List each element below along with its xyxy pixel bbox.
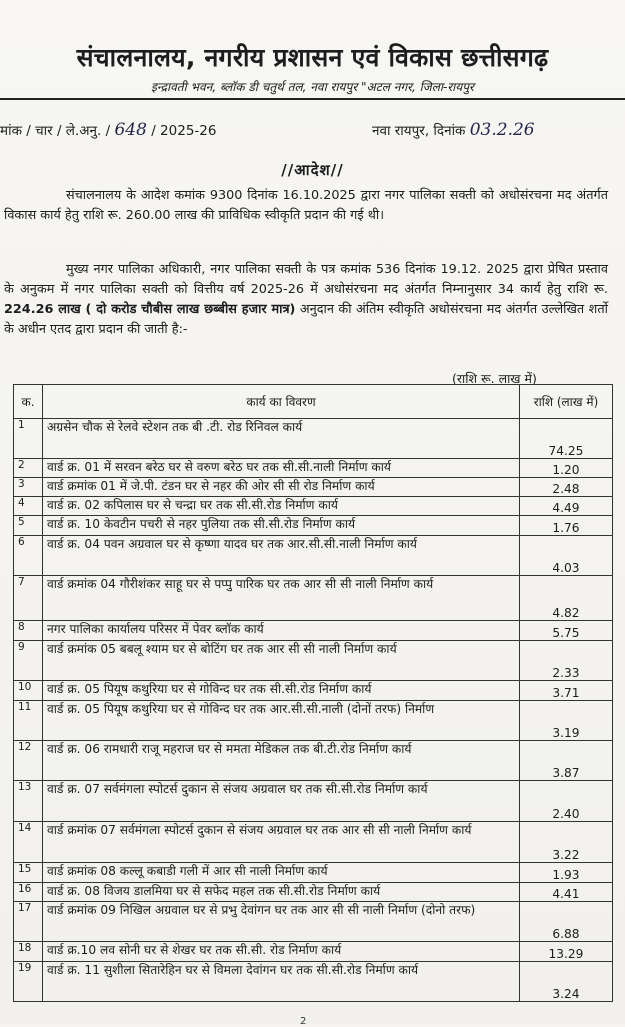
sanction-amount: 224.26 लाख ( दो करोड चौबीस लाख छब्बीस हजार मात्र) bbox=[4, 302, 296, 317]
row-description: वार्ड क्र. 11 सुशीला सितारेहिन घर से विमला देवांगन घर तक सी.सी.रोड निर्माण कार्य bbox=[43, 962, 520, 1002]
row-amount: 13.29 bbox=[520, 942, 613, 962]
row-serial: 15 bbox=[14, 863, 43, 883]
row-serial: 13 bbox=[14, 781, 43, 822]
row-description: वार्ड क्रमांक 07 सर्वमंगला स्पोटर्स दुकान से संजय अग्रवाल घर तक आर सी सी नाली निर्माण कार्य bbox=[43, 822, 520, 863]
row-description: अग्रसेन चौक से रेलवे स्टेशन तक बी .टी. रोड रिनिवल कार्य bbox=[43, 419, 520, 459]
row-serial: 12 bbox=[14, 741, 43, 781]
row-amount: 3.87 bbox=[520, 741, 613, 781]
row-description: वार्ड क्र.10 लव सोनी घर से शेखर घर तक सी.सी. रोड निर्माण कार्य bbox=[43, 942, 520, 962]
row-description: नगर पालिका कार्यालय परिसर में पेवर ब्लॉक कार्य bbox=[43, 621, 520, 641]
row-amount: 1.76 bbox=[520, 516, 613, 536]
office-title: संचालनालय, नगरीय प्रशासन एवं विकास छत्तीसगढ़ bbox=[76, 43, 549, 72]
row-serial: 4 bbox=[14, 497, 43, 516]
table-row bbox=[14, 741, 613, 781]
row-description: वार्ड क्रमांक 04 गौरीशंकर साहू घर से पप्पु पारिक घर तक आर सी सी नाली निर्माण कार्य bbox=[43, 576, 520, 621]
order-heading: //आदेश// bbox=[281, 161, 344, 179]
row-description: वार्ड क्र. 05 पियूष कथुरिया घर से गोविन्द घर तक सी.सी.रोड निर्माण कार्य bbox=[43, 681, 520, 701]
row-description: वार्ड क्र. 05 पियूष कथुरिया घर से गोविन्द घर तक आर.सी.सी.नाली (दोनों तरफ) निर्माण bbox=[43, 701, 520, 741]
paragraph-2-tail: अनुदान की अंतिम स्वीकृति अधोसंरचना मद अंतर्गत उल्लेखित शर्तो के अधीन एतद द्वारा प्रदान की जाती है:- bbox=[4, 302, 608, 337]
row-serial: 8 bbox=[14, 621, 43, 641]
row-serial: 16 bbox=[14, 883, 43, 902]
row-serial: 3 bbox=[14, 478, 43, 497]
row-amount: 1.20 bbox=[520, 459, 613, 478]
row-amount: 4.41 bbox=[520, 883, 613, 902]
row-serial: 2 bbox=[14, 459, 43, 478]
header-divider bbox=[0, 98, 625, 100]
row-description: वार्ड क्र. 08 विजय डालमिया घर से सफेद महल तक सी.सी.रोड निर्माण कार्य bbox=[43, 883, 520, 902]
row-amount: 3.19 bbox=[520, 701, 613, 741]
row-serial: 19 bbox=[14, 962, 43, 1002]
row-amount: 4.03 bbox=[520, 536, 613, 576]
row-description: वार्ड क्रमांक 09 निखिल अग्रवाल घर से प्रभु देवांगन घर तक आर सी सी नाली निर्माण (दोनो तरफ) bbox=[43, 902, 520, 942]
row-amount: 5.75 bbox=[520, 621, 613, 641]
header-description: कार्य का विवरण bbox=[43, 385, 520, 419]
row-serial: 9 bbox=[14, 641, 43, 681]
table-row bbox=[14, 419, 613, 459]
place-date-label: नवा रायपुर, दिनांक bbox=[372, 123, 466, 139]
table-row bbox=[14, 822, 613, 863]
row-serial: 17 bbox=[14, 902, 43, 942]
table-row bbox=[14, 942, 613, 962]
row-amount: 2.33 bbox=[520, 641, 613, 681]
row-serial: 5 bbox=[14, 516, 43, 536]
row-amount: 3.71 bbox=[520, 681, 613, 701]
row-amount: 3.24 bbox=[520, 962, 613, 1002]
row-amount: 2.48 bbox=[520, 478, 613, 497]
row-description: वार्ड क्रमांक 08 कल्लू कबाडी गली में आर सी नाली निर्माण कार्य bbox=[43, 863, 520, 883]
unit-note: (राशि रू. लाख में) bbox=[452, 371, 537, 386]
paragraph-2 bbox=[4, 260, 608, 340]
row-amount: 3.22 bbox=[520, 822, 613, 863]
reference-prefix: मांक / चार / ले.अनु. / bbox=[0, 123, 111, 139]
row-description: वार्ड क्र. 04 पवन अग्रवाल घर से कृष्णा यादव घर तक आर.सी.सी.नाली निर्माण कार्य bbox=[43, 536, 520, 576]
works-table-body bbox=[14, 419, 613, 1002]
row-amount: 2.40 bbox=[520, 781, 613, 822]
row-description: वार्ड क्र. 10 केवटीन पचरी से नहर पुलिया तक सी.सी.रोड निर्माण कार्य bbox=[43, 516, 520, 536]
table-row bbox=[14, 576, 613, 621]
row-description: वार्ड क्र. 02 कपिलास घर से चन्द्रा घर तक सी.सी.रोड निर्माण कार्य bbox=[43, 497, 520, 516]
row-serial: 10 bbox=[14, 681, 43, 701]
table-row bbox=[14, 621, 613, 641]
table-row bbox=[14, 701, 613, 741]
row-serial: 7 bbox=[14, 576, 43, 621]
row-description: वार्ड क्रमांक 05 बबलू श्याम घर से बोटिंग घर तक आर सी सी नाली निर्माण कार्य bbox=[43, 641, 520, 681]
row-serial: 1 bbox=[14, 419, 43, 459]
reference-year: / 2025-26 bbox=[151, 123, 217, 139]
row-amount: 1.93 bbox=[520, 863, 613, 883]
row-amount: 4.82 bbox=[520, 576, 613, 621]
row-description: वार्ड क्र. 01 में सरवन बरेठ घर से वरुण बरेठ घर तक सी.सी.नाली निर्माण कार्य bbox=[43, 459, 520, 478]
page-number: 2 bbox=[300, 1016, 307, 1027]
row-serial: 6 bbox=[14, 536, 43, 576]
row-description: वार्ड क्र. 07 सर्वमंगला स्पोटर्स दुकान से संजय अग्रवाल घर तक सी.सी.रोड निर्माण कार्य bbox=[43, 781, 520, 822]
header-amount: राशि (लाख में) bbox=[520, 385, 613, 419]
table-row bbox=[14, 497, 613, 516]
table-row bbox=[14, 641, 613, 681]
row-serial: 11 bbox=[14, 701, 43, 741]
table-row bbox=[14, 962, 613, 1002]
works-table bbox=[13, 384, 613, 1002]
office-address: इन्द्रावती भवन, ब्लॉक डी चतुर्थ तल, नवा रायपुर "अटल नगर, जिला-रायपुर bbox=[151, 80, 474, 94]
table-row bbox=[14, 536, 613, 576]
row-description: वार्ड क्र. 06 रामधारी राजू महराज घर से ममता मेडिकल तक बी.टी.रोड निर्माण कार्य bbox=[43, 741, 520, 781]
paragraph-1: संचालनालय के आदेश कमांक 9300 दिनांक 16.10.2025 द्वारा नगर पालिका सक्ती को अधोसंरचना मद अंतर्गत विकास कार्य हेतु राशि रू. 260.00 लाख की प्राविधिक स्वीकृति प्रदान की गई थी। bbox=[4, 188, 608, 223]
row-amount: 6.88 bbox=[520, 902, 613, 942]
table-row bbox=[14, 902, 613, 942]
paragraph-2-text: मुख्य नगर पालिका अधिकारी, नगर पालिका सक्ती के पत्र कमांक 536 दिनांक 19.12. 2025 द्वारा प्रेषित प्रस्ताव के अनुकम में नगर पालिका सक्ती को वित्तीय वर्ष 2025-26 में अधोसंरचना मद अंतर्गत निम्नानुसार 34 कार्य हेतु राशि रू. bbox=[4, 262, 608, 297]
table-row bbox=[14, 863, 613, 883]
table-row bbox=[14, 459, 613, 478]
row-serial: 14 bbox=[14, 822, 43, 863]
order-date: 03.2.26 bbox=[469, 120, 535, 140]
order-place-date bbox=[372, 120, 535, 140]
row-amount: 4.49 bbox=[520, 497, 613, 516]
table-row bbox=[14, 883, 613, 902]
header-serial: क. bbox=[14, 385, 43, 419]
row-serial: 18 bbox=[14, 942, 43, 962]
order-reference bbox=[0, 120, 216, 140]
table-row bbox=[14, 781, 613, 822]
row-description: वार्ड क्रमांक 01 में जे.पी. टंडन घर से नहर की ओर सी सी रोड निर्माण कार्य bbox=[43, 478, 520, 497]
table-row bbox=[14, 681, 613, 701]
table-row bbox=[14, 516, 613, 536]
reference-number: 648 bbox=[114, 120, 147, 140]
row-amount: 74.25 bbox=[520, 419, 613, 459]
table-row bbox=[14, 478, 613, 497]
